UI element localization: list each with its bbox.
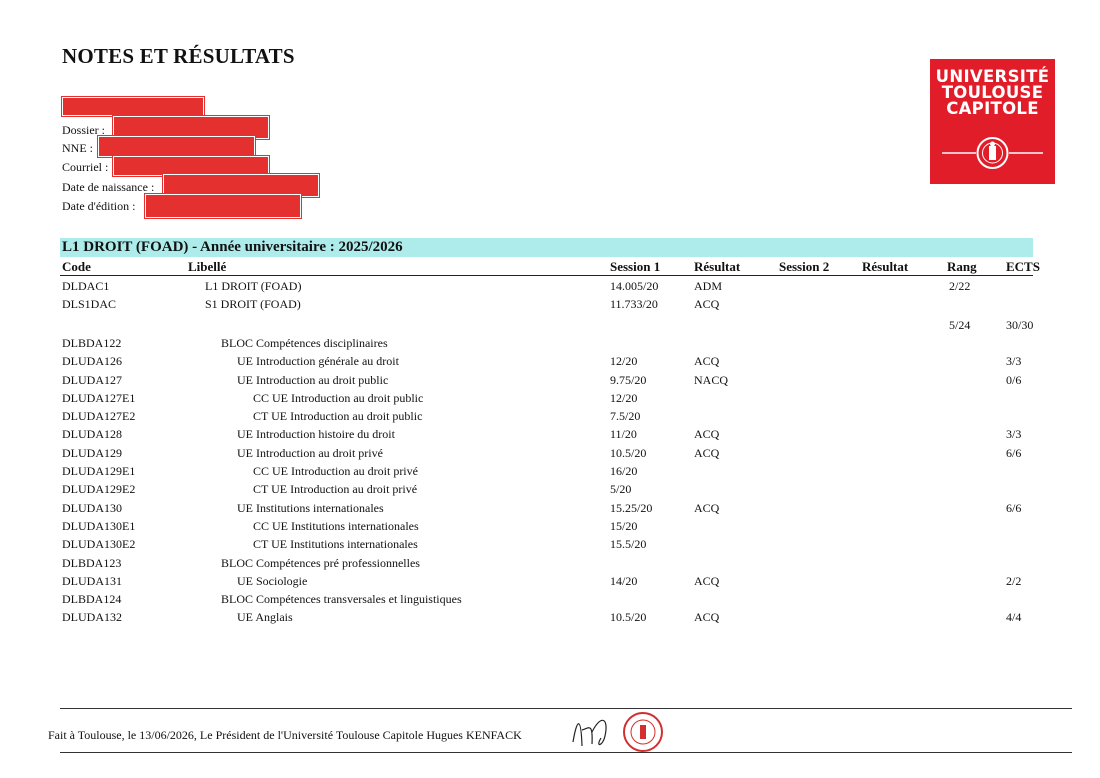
row-ects: 6/6 [1006,446,1022,460]
row-ects: 6/6 [1006,501,1022,515]
row-session1: 15/20 [610,519,638,533]
row-label: UE Introduction histoire du droit [237,427,395,441]
redacted-courriel [113,156,269,176]
row-rang: 2/22 [949,279,971,293]
row-session1: 10.5/20 [610,446,647,460]
row-code: DLBDA124 [62,592,122,606]
row-code: DLUDA129E1 [62,464,136,478]
row-label: BLOC Compétences pré professionnelles [221,556,420,570]
column-header-session1: Session 1 [610,259,661,274]
row-code: DLUDA130 [62,501,122,515]
row-label: BLOC Compétences disciplinaires [221,336,388,350]
row-resultat1: NACQ [694,373,729,387]
row-resultat1: ADM [694,279,723,293]
row-rang: 5/24 [949,318,971,332]
row-session1: 5/20 [610,482,632,496]
row-resultat1: ACQ [694,354,720,368]
seal-emblem-icon [930,123,1055,183]
row-label: UE Introduction générale au droit [237,354,399,368]
row-resultat1: ACQ [694,297,720,311]
row-code: DLUDA127 [62,373,122,387]
row-code: DLUDA130E1 [62,519,136,533]
redacted-edition-date [145,194,301,218]
row-label: S1 DROIT (FOAD) [205,297,301,311]
row-resultat1: ACQ [694,574,720,588]
row-code: DLUDA129E2 [62,482,136,496]
row-label: UE Institutions internationales [237,501,384,515]
field-birthdate-label: Date de naissance : [62,180,155,194]
row-resultat1: ACQ [694,610,720,624]
column-header-ects: ECTS [1006,259,1040,274]
row-session1: 11/20 [610,427,637,441]
column-header-libelle: Libellé [188,259,227,274]
row-label: CC UE Introduction au droit public [253,391,424,405]
row-label: CT UE Introduction au droit privé [253,482,418,496]
row-label: UE Introduction au droit public [237,373,389,387]
row-resultat1: ACQ [694,501,720,515]
logo-line-2: TOULOUSE [941,83,1044,102]
field-nne-label: NNE : [62,141,93,155]
field-courriel-label: Courriel : [62,160,109,174]
row-session1: 14.005/20 [610,279,659,293]
row-code: DLUDA132 [62,610,122,624]
row-code: DLUDA127E1 [62,391,136,405]
redacted-name [62,97,204,116]
program-banner-title: L1 DROIT (FOAD) - Année universitaire : 2025/2026 [62,239,403,255]
redacted-nne [98,136,255,157]
row-session1: 7.5/20 [610,409,641,423]
page-title: NOTES ET RÉSULTATS [62,44,295,68]
row-label: UE Introduction au droit privé [237,446,383,460]
row-code: DLUDA128 [62,427,122,441]
row-session1: 9.75/20 [610,373,647,387]
program-banner [60,238,1033,257]
footer-statement: Fait à Toulouse, le 13/06/2026, Le Président de l'Université Toulouse Capitole Hugues KENFACK [48,728,522,742]
row-label: CT UE Institutions internationales [253,537,418,551]
row-resultat1: ACQ [694,446,720,460]
row-label: CT UE Introduction au droit public [253,409,423,423]
row-code: DLDAC1 [62,279,110,293]
row-code: DLUDA127E2 [62,409,136,423]
row-session1: 12/20 [610,391,638,405]
row-ects: 2/2 [1006,574,1022,588]
row-session1: 12/20 [610,354,638,368]
row-ects: 30/30 [1006,318,1034,332]
row-label: CC UE Introduction au droit privé [253,464,418,478]
row-label: BLOC Compétences transversales et linguistiques [221,592,462,606]
column-header-resultat2: Résultat [862,259,909,274]
row-code: DLUDA126 [62,354,122,368]
row-session1: 15.5/20 [610,537,647,551]
row-code: DLS1DAC [62,297,117,311]
row-code: DLUDA129 [62,446,122,460]
row-session1: 14/20 [610,574,638,588]
row-session1: 16/20 [610,464,638,478]
column-header-resultat1: Résultat [694,259,741,274]
row-ects: 3/3 [1006,427,1022,441]
row-ects: 0/6 [1006,373,1022,387]
column-header-rang: Rang [947,259,977,274]
row-resultat1: ACQ [694,427,720,441]
row-code: DLBDA122 [62,336,122,350]
row-ects: 4/4 [1006,610,1022,624]
row-code: DLUDA131 [62,574,122,588]
logo-line-1: UNIVERSITÉ [935,67,1050,86]
row-code: DLBDA123 [62,556,122,570]
logo-line-3: CAPITOLE [946,99,1039,118]
university-logo [930,59,1055,184]
header-rule [60,275,1033,276]
signature-stamp-icon [565,708,675,758]
row-label: UE Anglais [237,610,293,624]
row-session1: 15.25/20 [610,501,653,515]
row-session1: 11.733/20 [610,297,658,311]
field-dossier-label: Dossier : [62,123,105,137]
row-label: UE Sociologie [237,574,308,588]
row-label: CC UE Institutions internationales [253,519,419,533]
column-header-code: Code [62,259,91,274]
row-label: L1 DROIT (FOAD) [205,279,302,293]
footer-rule-bottom [60,752,1072,753]
row-session1: 10.5/20 [610,610,647,624]
row-code: DLUDA130E2 [62,537,136,551]
field-edition-date-label: Date d'édition : [62,199,136,213]
column-header-session2: Session 2 [779,259,830,274]
row-ects: 3/3 [1006,354,1022,368]
